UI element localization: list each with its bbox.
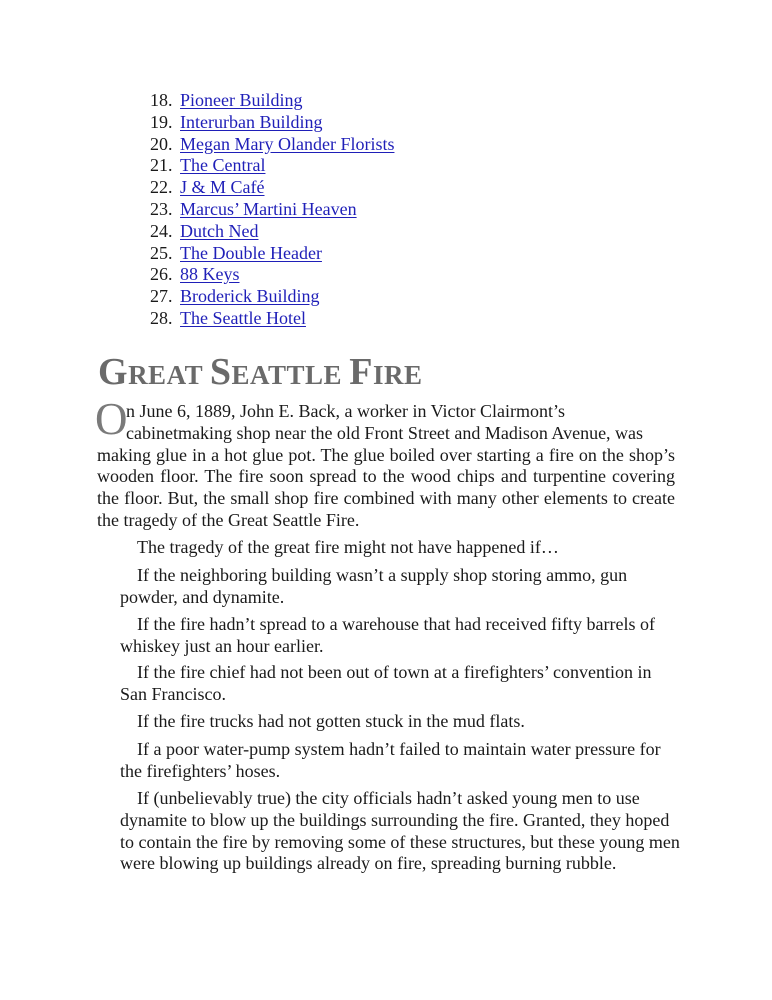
list-item: [150, 308, 394, 330]
body-paragraph: If the fire hadn’t spread to a warehouse that had received fifty barrels of whiskey just an hour earlier.: [120, 614, 655, 656]
body-paragraph: The tragedy of the great fire might not have happened if…: [137, 537, 559, 557]
link-the-central[interactable]: The Central: [180, 155, 266, 176]
heading-capital: S: [209, 351, 232, 393]
section-heading: [98, 350, 423, 394]
body-paragraph: If the fire trucks had not gotten stuck in the mud flats.: [137, 711, 525, 731]
list-number: 28.: [150, 307, 173, 328]
link-the-double-header[interactable]: The Double Header: [180, 242, 322, 263]
link-megan-mary-olander-florists[interactable]: Megan Mary Olander Florists: [180, 133, 395, 154]
drop-cap: O: [95, 394, 128, 444]
list-number: 19.: [150, 111, 173, 132]
heading-capital: G: [98, 351, 129, 393]
list-item: [150, 221, 394, 243]
link-broderick-building[interactable]: Broderick Building: [180, 286, 320, 307]
link-marcus-martini-heaven[interactable]: Marcus’ Martini Heaven: [180, 198, 357, 219]
link-dutch-ned[interactable]: Dutch Ned: [180, 220, 259, 241]
link-88-keys[interactable]: 88 Keys: [180, 264, 240, 285]
heading-text: EATTLE: [231, 360, 343, 390]
list-item: [150, 243, 394, 265]
list-number: 20.: [150, 133, 173, 154]
building-link-list: [150, 90, 394, 330]
list-item: [150, 155, 394, 177]
link-the-seattle-hotel[interactable]: The Seattle Hotel: [180, 307, 306, 328]
list-number: 22.: [150, 177, 173, 198]
heading-capital: F: [349, 351, 373, 393]
list-number: 24.: [150, 220, 173, 241]
list-item: [150, 112, 394, 134]
body-paragraph: If (unbelievably true) the city officials hadn’t asked young men to use dynamite to blow up the buildings surrounding the fire. Granted, they hoped to contain the fire by removing some of these structures, but these young men were blowing up buildings already on fire, spreading burning rubble.: [120, 788, 680, 874]
list-item: [150, 177, 394, 199]
list-item: [150, 264, 394, 286]
lead-line: cabinetmaking shop near the old Front Street and Madison Avenue, was: [126, 422, 644, 443]
lead-paragraph: [95, 394, 675, 532]
list-number: 26.: [150, 264, 173, 285]
list-item: [150, 134, 394, 156]
link-j-and-m-cafe[interactable]: J & M Café: [180, 177, 265, 198]
list-number: 27.: [150, 286, 173, 307]
list-number: 21.: [150, 155, 173, 176]
list-number: 25.: [150, 242, 173, 263]
list-item: [150, 286, 394, 308]
body-paragraph: If the neighboring building wasn’t a supply shop storing ammo, gun powder, and dynamite.: [120, 565, 628, 607]
link-interurban-building[interactable]: Interurban Building: [180, 111, 323, 132]
lead-line: n June 6, 1889, John E. Back, a worker in Victor Clairmont’s: [126, 401, 566, 421]
list-item: [150, 90, 394, 112]
body-paragraph: If the fire chief had not been out of town at a firefighters’ convention in San Francisco.: [120, 662, 652, 704]
list-number: 18.: [150, 90, 173, 110]
heading-text: REAT: [128, 360, 203, 390]
lead-text: making glue in a hot glue pot. The glue boiled over starting a fire on the shop’s wooden floor. The fire soon spread to the wood chips and turpentine covering the floor. But, the small shop fire combined with many other elements to create the tragedy of the Great Seattle Fire.: [97, 444, 675, 530]
heading-text: IRE: [373, 360, 423, 390]
body-paragraph: If a poor water-pump system hadn’t failed to maintain water pressure for the firefighters’ hoses.: [120, 739, 661, 781]
link-pioneer-building[interactable]: Pioneer Building: [180, 90, 303, 110]
list-item: [150, 199, 394, 221]
list-number: 23.: [150, 198, 173, 219]
